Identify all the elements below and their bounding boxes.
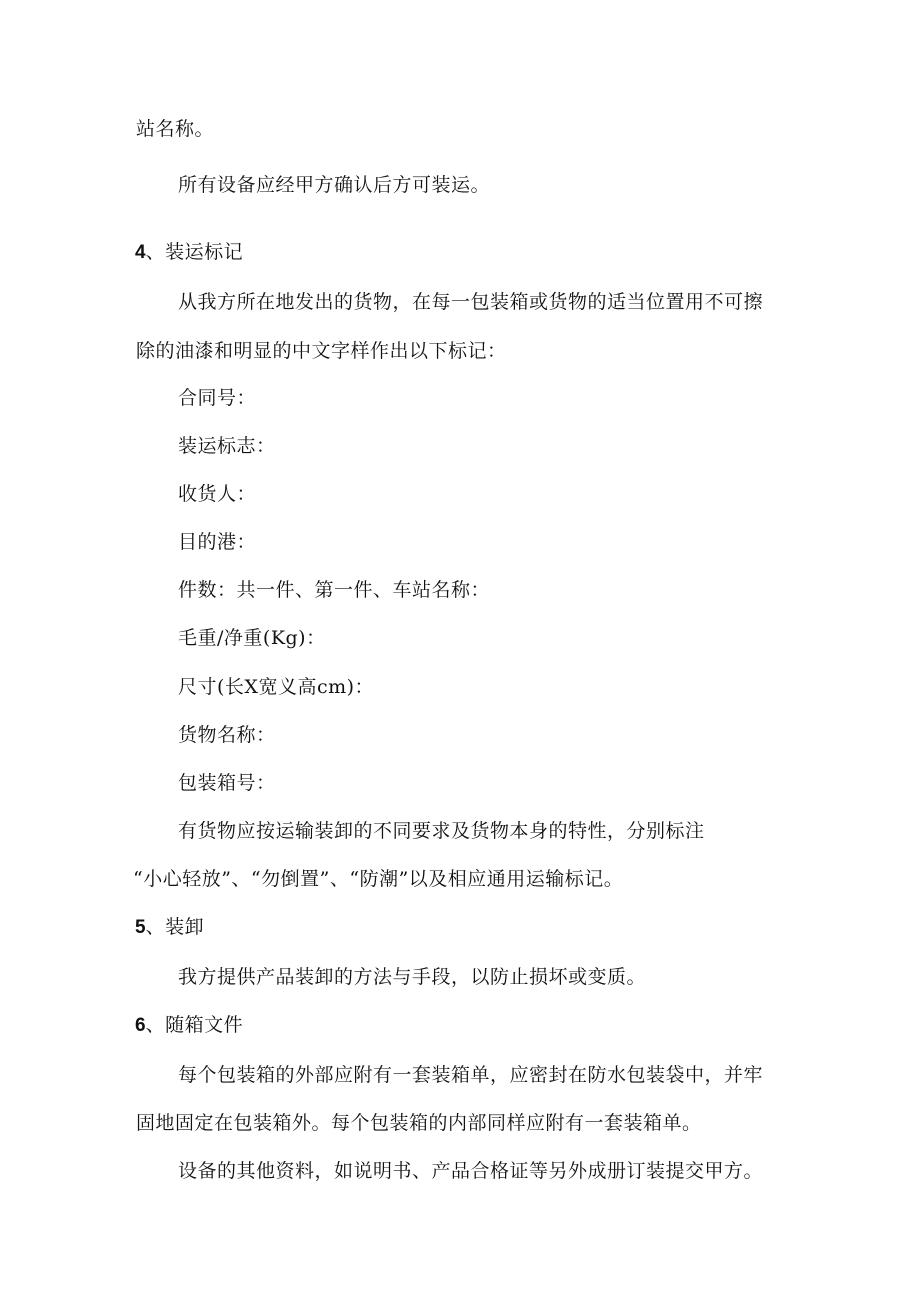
paragraph-line: 站名称。	[136, 118, 215, 140]
paragraph-line: 设备的其他资料，如说明书、产品合格证等另外成册订装提交甲方。	[178, 1160, 764, 1182]
marking-field-contract-no: 合同号：	[178, 387, 257, 409]
marking-field-consignee: 收货人：	[178, 483, 257, 505]
section-heading-4	[135, 240, 243, 265]
paragraph-line: 有货物应按运输装卸的不同要求及货物本身的特性，分别标注	[178, 820, 705, 842]
section-number: 5	[135, 917, 146, 938]
paragraph-line: “小心轻放”、“勿倒置”、“防潮”以及相应通用运输标记。	[133, 868, 624, 890]
paragraph-line: 固地固定在包装箱外。每个包装箱的内部同样应附有一套装箱单。	[136, 1112, 702, 1134]
section-heading-5	[135, 915, 204, 940]
section-heading-6	[135, 1013, 243, 1038]
marking-field-piece-count: 件数：共一件、第一件、车站名称：	[178, 579, 491, 601]
section-number: 4	[135, 242, 146, 263]
section-title: 、装卸	[145, 916, 205, 938]
paragraph-line: 我方提供产品装卸的方法与手段，以防止损坏或变质。	[178, 966, 647, 988]
section-number: 6	[135, 1015, 146, 1036]
paragraph-line: 所有设备应经甲方确认后方可装运。	[178, 174, 491, 196]
marking-field-shipping-mark: 装运标志：	[178, 435, 276, 457]
section-title: 、装运标记	[145, 241, 244, 263]
paragraph-line: 从我方所在地发出的货物，在每一包装箱或货物的适当位置用不可擦	[178, 291, 764, 313]
marking-field-dimensions: 尺寸(长X宽义高cm)：	[178, 676, 375, 698]
marking-field-weight: 毛重/净重(Kg)：	[178, 627, 326, 649]
marking-field-destination-port: 目的港：	[178, 531, 257, 553]
paragraph-line: 除的油漆和明显的中文字样作出以下标记：	[136, 340, 507, 362]
paragraph-line: 每个包装箱的外部应附有一套装箱单，应密封在防水包装袋中，并牢	[178, 1064, 764, 1086]
marking-field-box-no: 包装箱号：	[178, 772, 276, 794]
marking-field-goods-name: 货物名称：	[178, 724, 276, 746]
section-title: 、随箱文件	[145, 1014, 244, 1036]
